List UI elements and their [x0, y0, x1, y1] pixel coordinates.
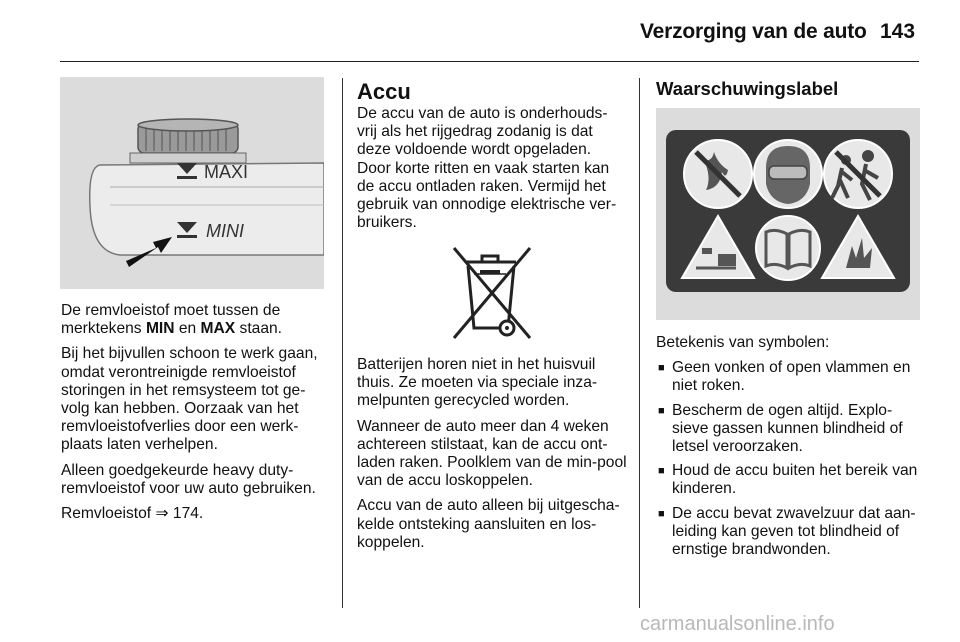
brake-fluid-reservoir-figure: [60, 77, 324, 289]
cross-reference[interactable]: Remvloeistof ⇒ 174.: [61, 505, 204, 523]
eye-protection-icon: [754, 140, 822, 208]
warning-label-illustration: [656, 108, 920, 320]
keep-away-children-icon: [824, 140, 892, 208]
heavy-duty-paragraph: Alleen goedgekeurde heavy duty-remvloeistof voor uw auto gebruiken.: [61, 461, 316, 497]
column-divider-2: [639, 78, 640, 608]
min-mark-label: MINI: [206, 221, 244, 241]
list-item: ■ Houd de accu buiten het bereik van kinderen.: [658, 462, 918, 498]
header-rule: [60, 61, 919, 62]
bullet-icon: ■: [658, 507, 665, 520]
weee-bin-figure: [436, 240, 544, 344]
list-item: ■ De accu bevat zwavelzuur dat aan-leiding kan geven tot blindheid of ernstige brandwonden.: [658, 504, 916, 559]
crossed-bin-icon: [436, 240, 544, 344]
column-middle: [357, 79, 625, 239]
column-middle-lower: [357, 356, 629, 559]
section-heading-warning-label: Waarschuwingslabel: [656, 78, 839, 99]
watermark: carmanualsonline.info: [640, 613, 835, 635]
section-heading-accu: Accu: [357, 79, 411, 104]
refill-paragraph: Bij het bijvullen schoon te werk gaan, omdat verontreinigde remvloeistof storingen in het remsysteem tot ge-volg kan hebben. Oorzaak van het remvloeistofverlies door een werk-plaats laten verhelpen.: [61, 345, 318, 454]
column-left: [61, 302, 329, 530]
page-number: 143: [880, 20, 916, 43]
recycling-paragraph: Batterijen horen niet in het huisvuil thuis. Ze moeten via speciale inza-melpunten gerecycled worden.: [357, 356, 598, 410]
accu-intro-paragraph: De accu van de auto is onderhouds-vrij als het rijgedrag zodanig is dat deze voldoende wordt opgeladen. Door korte ritten en vaak starten kan de accu ontladen raken. Vermijd het gebruik van onnodige elektrische ver-bruikers.: [357, 105, 617, 232]
list-item: ■ Geen vonken of open vlammen en niet roken.: [658, 359, 911, 395]
brake-fluid-reservoir-illustration: [60, 77, 324, 289]
warning-label-figure: [656, 108, 920, 320]
symbol-meaning-list: [656, 359, 924, 559]
symbols-intro: Betekenis van symbolen:: [656, 334, 830, 351]
column-divider-1: [342, 78, 343, 608]
running-header-title: Verzorging van de auto: [640, 20, 867, 43]
connect-paragraph: Accu van de auto alleen bij uitgescha-kelde ontsteking aansluiten en los-koppelen.: [357, 497, 620, 551]
standstill-paragraph: Wanneer de auto meer dan 4 weken achtereen stilstaat, kan de accu ont-laden raken. Poolklem van de min-pool van de accu loskoppelen.: [357, 417, 627, 490]
max-mark-label: MAXI: [204, 162, 249, 182]
max-label: MAX: [200, 320, 236, 338]
bullet-icon: ■: [658, 404, 665, 417]
read-manual-icon: [756, 216, 820, 280]
min-max-paragraph: De remvloeistof moet tussen de merktekens MIN en MAX staan.: [61, 302, 283, 338]
no-fire-icon: [684, 140, 752, 208]
reference-arrow-icon: ⇒: [155, 505, 169, 523]
column-right: [656, 78, 924, 100]
bullet-icon: ■: [658, 465, 665, 478]
list-item: ■ Bescherm de ogen altijd. Explo-sieve gassen kunnen blindheid of letsel veroorzaken.: [658, 401, 903, 456]
min-label: MIN: [145, 320, 175, 338]
bullet-icon: ■: [658, 362, 665, 375]
column-right-lower: [656, 334, 924, 565]
